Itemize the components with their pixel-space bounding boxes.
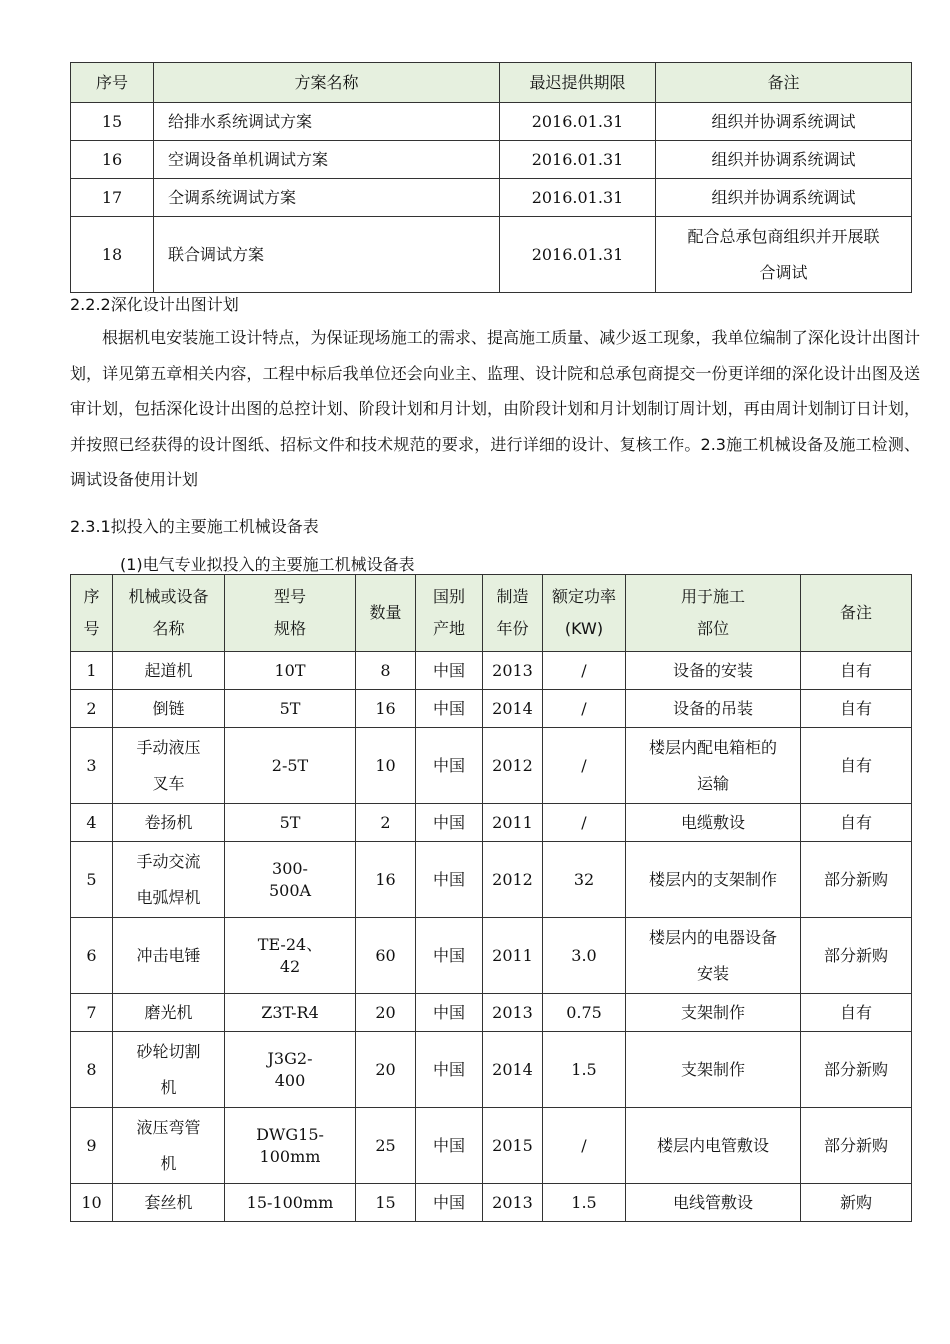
table-row [71, 1184, 912, 1222]
rated-power: 1.5 [543, 1032, 626, 1108]
plan-name: 联合调试方案 [154, 217, 500, 293]
model-spec: 10T [225, 652, 356, 690]
rated-power: / [543, 652, 626, 690]
year: 2011 [483, 918, 543, 994]
remark: 部分新购 [801, 1108, 912, 1184]
usage: 楼层内配电箱柜的运输 [626, 728, 801, 804]
row-number: 10 [71, 1184, 113, 1222]
usage: 电缆敷设 [626, 804, 801, 842]
deadline: 2016.01.31 [500, 179, 656, 217]
row-number: 16 [71, 141, 154, 179]
usage: 支架制作 [626, 994, 801, 1032]
year: 2012 [483, 728, 543, 804]
remark: 新购 [801, 1184, 912, 1222]
origin: 中国 [416, 1108, 483, 1184]
model-spec: 300-500A [225, 842, 356, 918]
section-heading: 2.3.1拟投入的主要施工机械设备表 [70, 517, 319, 536]
row-number: 9 [71, 1108, 113, 1184]
col-header: 方案名称 [154, 63, 500, 103]
origin: 中国 [416, 994, 483, 1032]
col-header: 最迟提供期限 [500, 63, 656, 103]
usage: 楼层内的电器设备安装 [626, 918, 801, 994]
usage: 设备的吊装 [626, 690, 801, 728]
row-number: 8 [71, 1032, 113, 1108]
remark: 部分新购 [801, 918, 912, 994]
plan-table [70, 62, 912, 293]
quantity: 8 [356, 652, 416, 690]
origin: 中国 [416, 1184, 483, 1222]
table-row [71, 994, 912, 1032]
usage: 电线管敷设 [626, 1184, 801, 1222]
remark: 自有 [801, 652, 912, 690]
model-spec: J3G2-400 [225, 1032, 356, 1108]
quantity: 16 [356, 690, 416, 728]
equipment-table [70, 574, 912, 1222]
remark: 部分新购 [801, 842, 912, 918]
col-header: 序号 [71, 575, 113, 652]
rated-power: / [543, 728, 626, 804]
table-row [71, 842, 912, 918]
model-spec: 5T [225, 804, 356, 842]
rated-power: 3.0 [543, 918, 626, 994]
remark: 自有 [801, 804, 912, 842]
quantity: 60 [356, 918, 416, 994]
rated-power: / [543, 804, 626, 842]
deadline: 2016.01.31 [500, 141, 656, 179]
table-row [71, 141, 912, 179]
origin: 中国 [416, 728, 483, 804]
equipment-name: 冲击电锤 [113, 918, 225, 994]
remark: 自有 [801, 994, 912, 1032]
quantity: 20 [356, 994, 416, 1032]
equipment-name: 磨光机 [113, 994, 225, 1032]
equipment-name: 砂轮切割机 [113, 1032, 225, 1108]
row-number: 6 [71, 918, 113, 994]
remark: 组织并协调系统调试 [656, 141, 912, 179]
year: 2011 [483, 804, 543, 842]
remark: 组织并协调系统调试 [656, 103, 912, 141]
rated-power: 32 [543, 842, 626, 918]
col-header: 备注 [656, 63, 912, 103]
quantity: 2 [356, 804, 416, 842]
equipment-name: 液压弯管机 [113, 1108, 225, 1184]
model-spec: 2-5T [225, 728, 356, 804]
quantity: 15 [356, 1184, 416, 1222]
origin: 中国 [416, 918, 483, 994]
origin: 中国 [416, 1032, 483, 1108]
table-header-row [71, 575, 912, 652]
usage: 楼层内电管敷设 [626, 1108, 801, 1184]
remark: 自有 [801, 728, 912, 804]
model-spec: 15-100mm [225, 1184, 356, 1222]
row-number: 2 [71, 690, 113, 728]
table-row [71, 804, 912, 842]
row-number: 7 [71, 994, 113, 1032]
usage: 设备的安装 [626, 652, 801, 690]
equipment-name: 倒链 [113, 690, 225, 728]
year: 2013 [483, 1184, 543, 1222]
table-row [71, 217, 912, 293]
equipment-name: 手动交流电弧焊机 [113, 842, 225, 918]
equipment-name: 起道机 [113, 652, 225, 690]
table-row [71, 1108, 912, 1184]
remark: 部分新购 [801, 1032, 912, 1108]
deadline: 2016.01.31 [500, 217, 656, 293]
rated-power: 0.75 [543, 994, 626, 1032]
remark: 配合总承包商组织并开展联合调试 [656, 217, 912, 293]
row-number: 15 [71, 103, 154, 141]
model-spec: Z3T-R4 [225, 994, 356, 1032]
col-header: 制造年份 [483, 575, 543, 652]
year: 2013 [483, 652, 543, 690]
deadline: 2016.01.31 [500, 103, 656, 141]
col-header: 额定功率(KW) [543, 575, 626, 652]
body-paragraph: 根据机电安装施工设计特点，为保证现场施工的需求、提高施工质量、减少返工现象，我单位编制了深化设计出图计划，详见第五章相关内容，工程中标后我单位还会向业主、监理、设计院和总承包商提交一份更详细的深化设计出图及送审计划，包括深化设计出图的总控计划、阶段计划和月计划，由阶段计划和月计划制订周计划，再由周计划制订日计划，并按照已经获得的设计图纸、招标文件和技术规范的要求，进行详细的设计、复核工作。2.3施工机械设备及施工检测、调试设备使用计划 [70, 328, 920, 490]
row-number: 17 [71, 179, 154, 217]
col-header: 国别产地 [416, 575, 483, 652]
table-row [71, 103, 912, 141]
table-row [71, 652, 912, 690]
table-row [71, 690, 912, 728]
origin: 中国 [416, 842, 483, 918]
col-header: 备注 [801, 575, 912, 652]
row-number: 1 [71, 652, 113, 690]
model-spec: DWG15-100mm [225, 1108, 356, 1184]
col-header: 数量 [356, 575, 416, 652]
rated-power: 1.5 [543, 1184, 626, 1222]
table-row [71, 918, 912, 994]
equipment-name: 手动液压叉车 [113, 728, 225, 804]
table-row [71, 1032, 912, 1108]
table-row [71, 179, 912, 217]
year: 2015 [483, 1108, 543, 1184]
col-header: 型号规格 [225, 575, 356, 652]
table-row [71, 728, 912, 804]
row-number: 4 [71, 804, 113, 842]
table-caption: (1)电气专业拟投入的主要施工机械设备表 [120, 555, 415, 574]
equipment-name: 卷扬机 [113, 804, 225, 842]
equipment-name: 套丝机 [113, 1184, 225, 1222]
remark: 自有 [801, 690, 912, 728]
row-number: 5 [71, 842, 113, 918]
row-number: 18 [71, 217, 154, 293]
col-header: 机械或设备名称 [113, 575, 225, 652]
plan-name: 给排水系统调试方案 [154, 103, 500, 141]
plan-name: 空调设备单机调试方案 [154, 141, 500, 179]
usage: 支架制作 [626, 1032, 801, 1108]
table-header-row [71, 63, 912, 103]
section-heading: 2.2.2深化设计出图计划 [70, 295, 239, 314]
row-number: 3 [71, 728, 113, 804]
col-header: 序号 [71, 63, 154, 103]
col-header: 用于施工部位 [626, 575, 801, 652]
year: 2014 [483, 1032, 543, 1108]
remark: 组织并协调系统调试 [656, 179, 912, 217]
rated-power: / [543, 690, 626, 728]
origin: 中国 [416, 652, 483, 690]
quantity: 25 [356, 1108, 416, 1184]
year: 2012 [483, 842, 543, 918]
rated-power: / [543, 1108, 626, 1184]
quantity: 16 [356, 842, 416, 918]
usage: 楼层内的支架制作 [626, 842, 801, 918]
quantity: 20 [356, 1032, 416, 1108]
quantity: 10 [356, 728, 416, 804]
plan-name: 仝调系统调试方案 [154, 179, 500, 217]
origin: 中国 [416, 804, 483, 842]
origin: 中国 [416, 690, 483, 728]
model-spec: TE-24、42 [225, 918, 356, 994]
year: 2013 [483, 994, 543, 1032]
model-spec: 5T [225, 690, 356, 728]
year: 2014 [483, 690, 543, 728]
